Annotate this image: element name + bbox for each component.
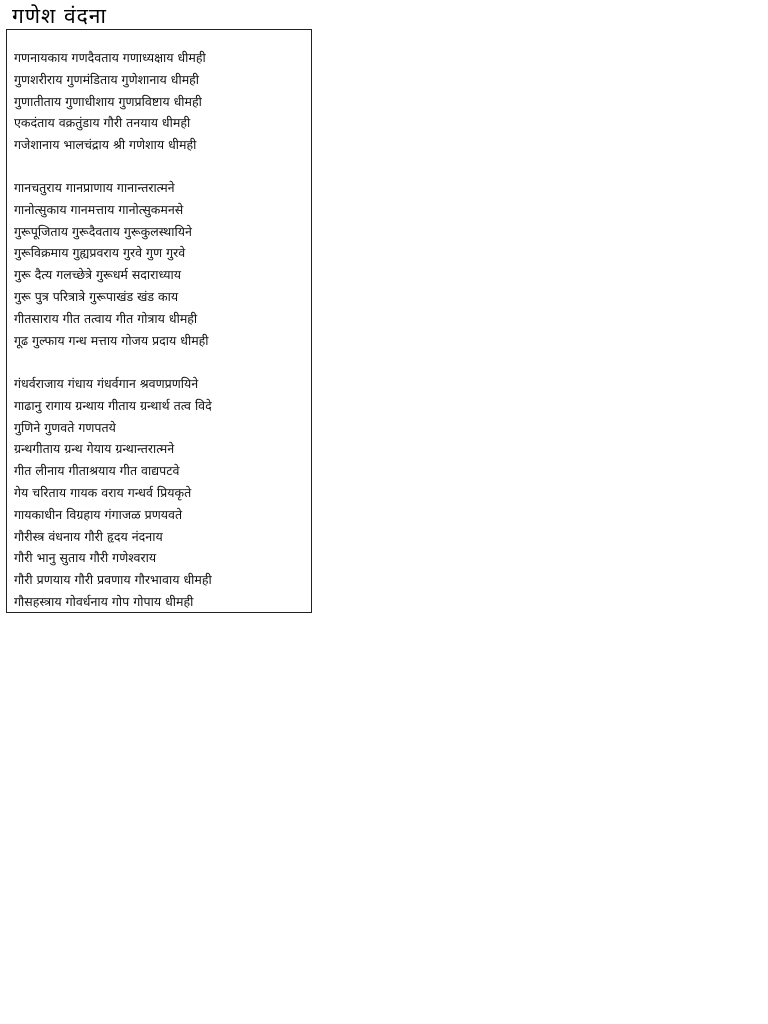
- stanza-3: [14, 373, 212, 613]
- verse-line: गजेशानाय भालचंद्राय श्री गणेशाय धीमही: [14, 137, 197, 153]
- verse-line: गौरी प्रणयाय गौरी प्रवणाय गौरभावाय धीमही: [14, 572, 212, 588]
- verse-line: गुरू पुत्र परित्रात्रे गुरूपाखंड खंड काय: [14, 288, 179, 304]
- page-title: गणेश वंदना: [12, 4, 107, 28]
- verse-line: गानचतुराय गानप्राणाय गानान्तरात्मने: [14, 180, 175, 195]
- stanza-1: [14, 47, 206, 156]
- verse-line: गुरू दैत्य गलच्छेत्रे गुरूधर्म सदाराध्याय: [14, 267, 181, 283]
- stanza-2: [14, 177, 209, 351]
- verse-line: गायकाधीन विग्रहाय गंगाजळ प्रणयवते: [14, 506, 183, 522]
- verse-line: गुणशरीराय गुणमंडिताय गुणेशानाय धीमही: [14, 71, 200, 87]
- verse-line: गौसहस्त्राय गोवर्धनाय गोप गोपाय धीमही: [14, 593, 194, 609]
- verse-line: ग्रन्थगीताय ग्रन्थ गेयाय ग्रन्थान्तरात्मने: [14, 441, 175, 457]
- verse-line: गुणातीताय गुणाधीशाय गुणप्रविष्टाय धीमही: [14, 93, 202, 109]
- verse-line: गंधर्वराजाय गंधाय गंधर्वगान श्रवणप्रणयिने: [14, 376, 199, 391]
- verse-line: गणनायकाय गणदैवताय गणाध्यक्षाय धीमही: [14, 50, 206, 65]
- verse-line: एकदंताय वक्रतुंडाय गौरी तनयाय धीमही: [14, 115, 191, 131]
- verse-line: गुरूपूजिताय गुरूदैवताय गुरूकुलस्थायिने: [14, 223, 192, 239]
- verse-line: गुरूविक्रमाय गुह्यप्रवराय गुरवे गुण गुरवे: [14, 245, 186, 261]
- verse-line: गीतसाराय गीत तत्वाय गीत गोत्राय धीमही: [14, 310, 198, 326]
- verse-line: गूढ गुल्फाय गन्ध मत्ताय गोजय प्रदाय धीमही: [14, 332, 209, 348]
- verse-line: गुणिने गुणवते गणपतये: [14, 419, 116, 435]
- verse-line: गीत लीनाय गीताश्रयाय गीत वाद्यपटवे: [14, 463, 180, 479]
- verse-line: गानोत्सुकाय गानमत्ताय गानोत्सुकमनसे: [14, 201, 184, 217]
- verse-line: गेय चरिताय गायक वराय गन्धर्व प्रियकृते: [14, 484, 192, 500]
- verse-line: गौरीस्त्र वंधनाय गौरी हृदय नंदनाय: [14, 528, 163, 544]
- verse-line: गौरी भानु सुताय गौरी गणेश्वराय: [14, 550, 157, 566]
- verse-line: गाढानु रागाय ग्रन्थाय गीताय ग्रन्थार्थ तत्व विदे: [14, 397, 212, 413]
- verse-frame: [6, 29, 312, 613]
